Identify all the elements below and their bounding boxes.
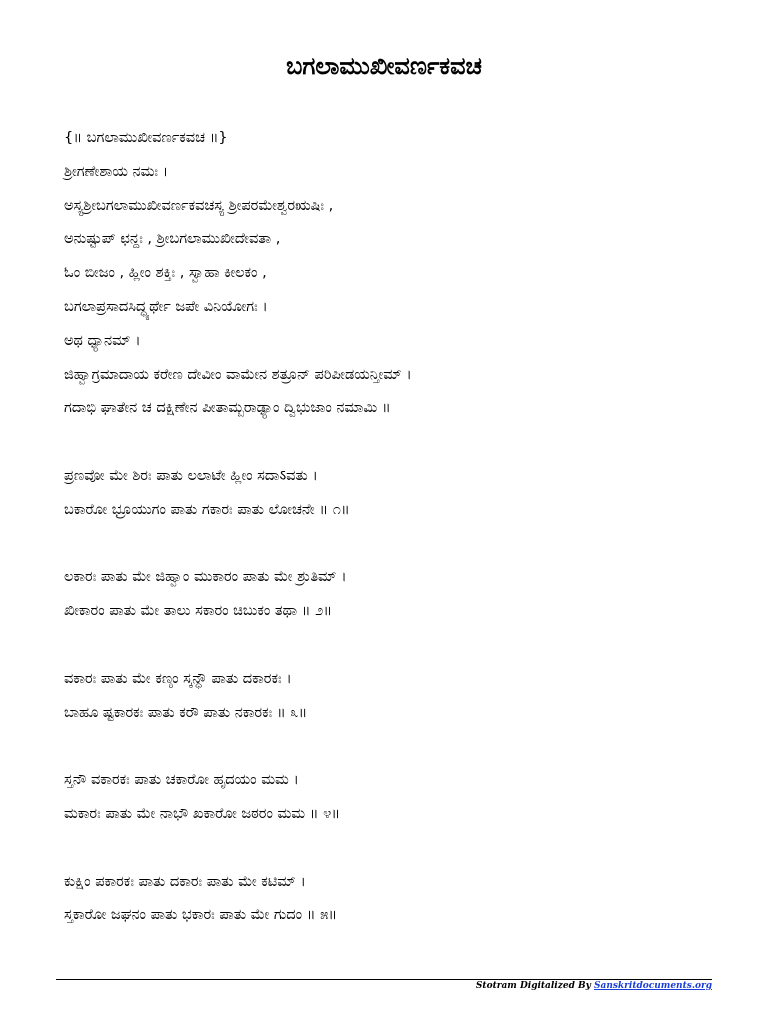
text-line: ವಕಾರಃ ಪಾತು ಮೇ ಕಣ್ಠಂ ಸ್ಕನ್ಧೌ ಪಾತು ದಕಾರಕಃ ।: [64, 670, 292, 687]
text-line: ಜಿಹ್ವಾಗ್ರಮಾದಾಯ ಕರೇಣ ದೇವೀಂ ವಾಮೇನ ಶತ್ರೂನ್ ಪರಿಪೀಡಯನ್ತೀಮ್ ।: [64, 366, 412, 383]
stanza-verse-4: [64, 764, 724, 832]
stanza-verse-1: [64, 460, 724, 528]
text-line: ಖೀಕಾರಂ ಪಾತು ಮೇ ತಾಲು ಸಕಾರಂ ಚಿಬುಕಂ ತಥಾ ॥ ೨॥: [64, 603, 333, 620]
page-title: ಬಗಲಾಮುಖೀವರ್ಣಕವಚ: [286, 52, 482, 80]
stanza-intro: [64, 122, 724, 426]
text-line: ಗದಾಭಿ ಘಾತೇನ ಚ ದಕ್ಷಿಣೇನ ಪೀತಾಮ್ಬರಾಢ್ಯಾಂ ದ್ವಿಭುಜಾಂ ನಮಾಮಿ ॥: [64, 400, 391, 417]
footer-divider: [56, 979, 712, 980]
text-line: ಅನುಷ್ಟುಪ್ ಛನ್ದಃ , ಶ್ರೀಬಗಲಾಮುಖೀದೇವತಾ ,: [64, 231, 281, 248]
text-line: ಅಸ್ಯಶ್ರೀಬಗಲಾಮುಖೀವರ್ಣಕವಚಸ್ಯ ಶ್ರೀಪರಮೇಶ್ವರಋಷಿಃ ,: [64, 197, 334, 214]
stanza-gap: [64, 629, 724, 663]
text-line: ಬಕಾರೋ ಭ್ರೂಯುಗಂ ಪಾತು ಗಕಾರಃ ಪಾತು ಲೋಚನೇ ॥ ೧॥: [64, 501, 350, 518]
text-line: ಸ್ತಕಾರೋ ಜಘನಂ ಪಾತು ಭಕಾರಃ ಪಾತು ಮೇ ಗುದಂ ॥ ೫॥: [64, 907, 338, 924]
stanza-gap: [64, 528, 724, 562]
text-line: ಓಂ ಬೀಜಂ , ಹ್ಲೀಂ ಶಕ್ತಿಃ , ಸ್ವಾಹಾ ಕೀಲಕಂ ,: [64, 265, 267, 282]
stanza-verse-3: [64, 663, 724, 731]
text-line: ಶ್ರೀಗಣೇಶಾಯ ನಮಃ ।: [64, 163, 169, 180]
text-line: {॥ ಬಗಲಾಮುಖೀವರ್ಣಕವಚ ॥}: [64, 130, 228, 146]
text-line: ಲಕಾರಃ ಪಾತು ಮೇ ಜಿಹ್ವಾಂ ಮುಕಾರಂ ಪಾತು ಮೇ ಶ್ರುತಿಮ್ ।: [64, 569, 347, 586]
stanza-verse-5: [64, 866, 724, 934]
text-line: ಅಥ ಧ್ಯಾನಮ್ ।: [64, 332, 141, 349]
text-line: ಪ್ರಣವೋ ಮೇ ಶಿರಃ ಪಾತು ಲಲಾಟೇ ಹ್ಲೀಂ ಸದಾऽವತು ।: [64, 467, 318, 484]
text-line: ಕುಕ್ಷಿಂ ಪಕಾರಕಃ ಪಾತು ದಕಾರಃ ಪಾತು ಮೇ ಕಟಿಮ್ ।: [64, 873, 306, 890]
sanskritdocuments-link[interactable]: Sanskritdocuments.org: [593, 981, 712, 991]
stanza-verse-2: [64, 561, 724, 629]
stanza-gap: [64, 832, 724, 866]
document-body: [64, 122, 724, 933]
text-line: ಸ್ತನೌ ವಕಾರಕಃ ಪಾತು ಚಕಾರೋ ಹೃದಯಂ ಮಮ ।: [64, 772, 299, 789]
footer-credit: [476, 981, 712, 991]
text-line: ಬಗಲಾಪ್ರಸಾದಸಿದ್ಧ್ಯರ್ಥೇ ಜಪೇ ವಿನಿಯೋಗಃ ।: [64, 298, 268, 315]
stanza-gap: [64, 730, 724, 764]
text-line: ಬಾಹೂ ಷ್ಟಕಾರಕಃ ಪಾತು ಕರೌ ಪಾತು ನಕಾರಕಃ ॥ ೩॥: [64, 704, 308, 721]
footer-prefix: Stotram Digitalized By: [475, 981, 591, 991]
text-line: ಮಕಾರಃ ಪಾತು ಮೇ ನಾಭೌ ಖಕಾರೋ ಜಠರಂ ಮಮ ॥ ೪॥: [64, 805, 341, 822]
stanza-gap: [64, 426, 724, 460]
